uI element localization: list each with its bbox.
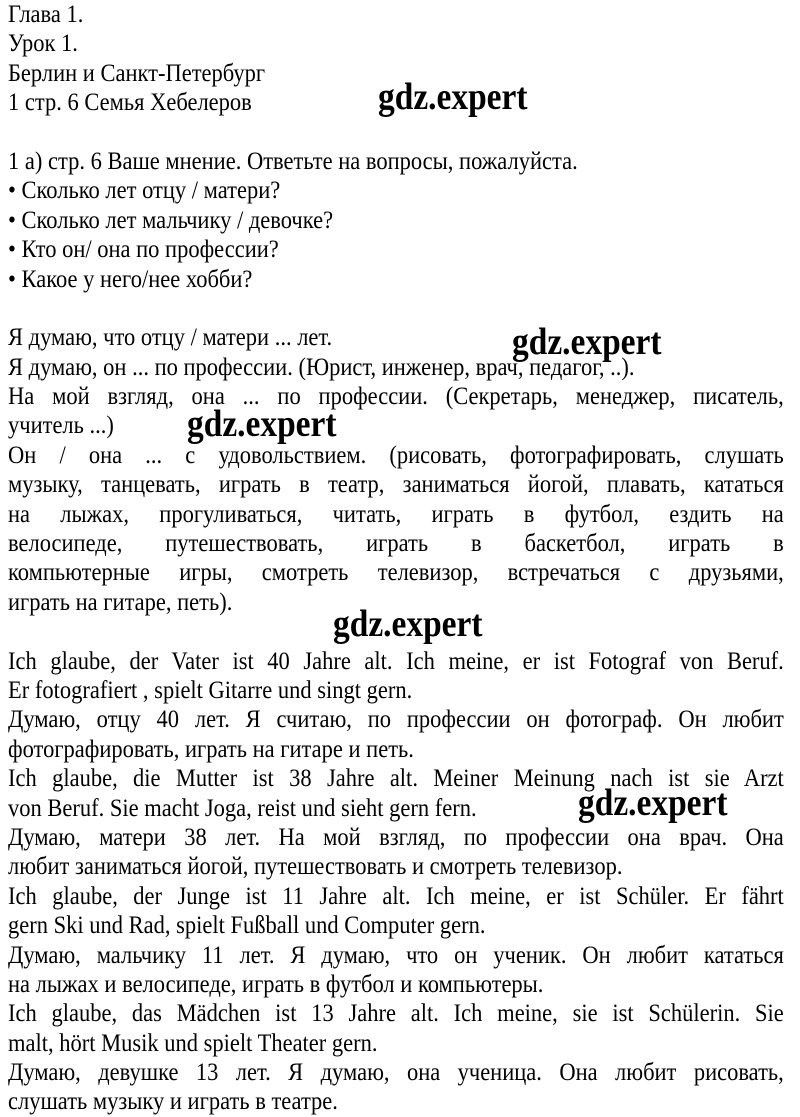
- task-line: • Кто он/ она по профессии?: [8, 236, 279, 264]
- document-body: [8, 0, 784, 1117]
- answer-line: Ich glaube, der Junge ist 11 Jahre alt. Ich meine, er ist Schüler. Er fährt: [8, 882, 784, 910]
- answer-line: Думаю, отцу 40 лет. Я считаю, по профессии он фотограф. Он любит: [8, 706, 784, 734]
- answer-line: на лыжах и велосипеде, играть в футбол и компьютеры.: [8, 970, 544, 998]
- template-line: на лыжах, прогуливаться, читать, играть в футбол, ездить на: [8, 500, 784, 528]
- answer-line: von Beruf. Sie macht Joga, reist und sieht gern fern.: [8, 794, 477, 822]
- spacer: [8, 118, 784, 147]
- task-line: • Сколько лет отцу / матери?: [8, 177, 281, 205]
- template-line: Я думаю, что отцу / матери ... лет.: [8, 324, 333, 352]
- answer-line: Ich glaube, der Vater ist 40 Jahre alt. Ich meine, er ist Fotograf von Beruf.: [8, 647, 784, 675]
- header-line: Урок 1.: [8, 30, 78, 58]
- header-line: Глава 1.: [8, 1, 84, 28]
- template-line: Я думаю, он ... по профессии. (Юрист, инженер, врач, педагог, ..).: [8, 353, 635, 381]
- answer-line: Думаю, матери 38 лет. На мой взгляд, по профессии она врач. Она: [8, 823, 784, 851]
- answer-line: фотографировать, играть на гитаре и петь.: [8, 735, 414, 763]
- watermark: gdz.expert: [378, 76, 528, 118]
- answers-block: [8, 647, 784, 1117]
- template-line: компьютерные игры, смотреть телевизор, встречаться с друзьями,: [8, 559, 784, 587]
- header-line: Берлин и Санкт-Петербург: [8, 59, 266, 87]
- watermark: gdz.expert: [512, 321, 662, 363]
- answer-line: Думаю, девушке 13 лет. Я думаю, она ученица. Она любит рисовать,: [8, 1059, 784, 1087]
- answer-line: malt, hört Musik und spielt Theater gern.: [8, 1029, 378, 1057]
- watermark: gdz.expert: [187, 403, 337, 445]
- task-line: • Какое у него/нее хобби?: [8, 265, 253, 293]
- answer-line: слушать музыку и играть в театре.: [8, 1088, 338, 1116]
- watermark: gdz.expert: [333, 603, 483, 645]
- answer-line: Ich glaube, die Mutter ist 38 Jahre alt. Meiner Meinung nach ist sie Arzt: [8, 765, 784, 793]
- template-line: Он / она ... с удовольствием. (рисовать, фотографировать, слушать: [8, 441, 784, 469]
- template-line: На мой взгляд, она ... по профессии. (Секретарь, менеджер, писатель,: [8, 383, 784, 411]
- template-line: играть на гитаре, петь).: [8, 588, 233, 616]
- answer-line: Er fotografiert , spielt Gitarre und singt gern.: [8, 676, 413, 704]
- task-line: • Сколько лет мальчику / девочке?: [8, 206, 334, 234]
- header-line: 1 стр. 6 Семья Хебелеров: [8, 89, 252, 117]
- answer-line: Ich glaube, das Mädchen ist 13 Jahre alt. Ich meine, sie ist Schülerin. Sie: [8, 1000, 784, 1028]
- task-line: 1 а) стр. 6 Ваше мнение. Ответьте на вопросы, пожалуйста.: [8, 147, 578, 175]
- template-line: велосипеде, путешествовать, играть в баскетбол, играть в: [8, 530, 784, 558]
- answer-line: Думаю, мальчику 11 лет. Я думаю, что он ученик. Он любит кататься: [8, 941, 784, 969]
- templates-block: [8, 323, 784, 617]
- template-line: учитель ...): [8, 412, 114, 440]
- task-block: [8, 147, 784, 294]
- answer-line: любит заниматься йогой, путешествовать и смотреть телевизор.: [8, 853, 623, 881]
- spacer: [8, 294, 784, 323]
- answer-line: gern Ski und Rad, spielt Fußball und Computer gern.: [8, 912, 486, 940]
- template-line: музыку, танцевать, играть в театр, заниматься йогой, плавать, кататься: [8, 471, 784, 499]
- watermark: gdz.expert: [578, 782, 728, 824]
